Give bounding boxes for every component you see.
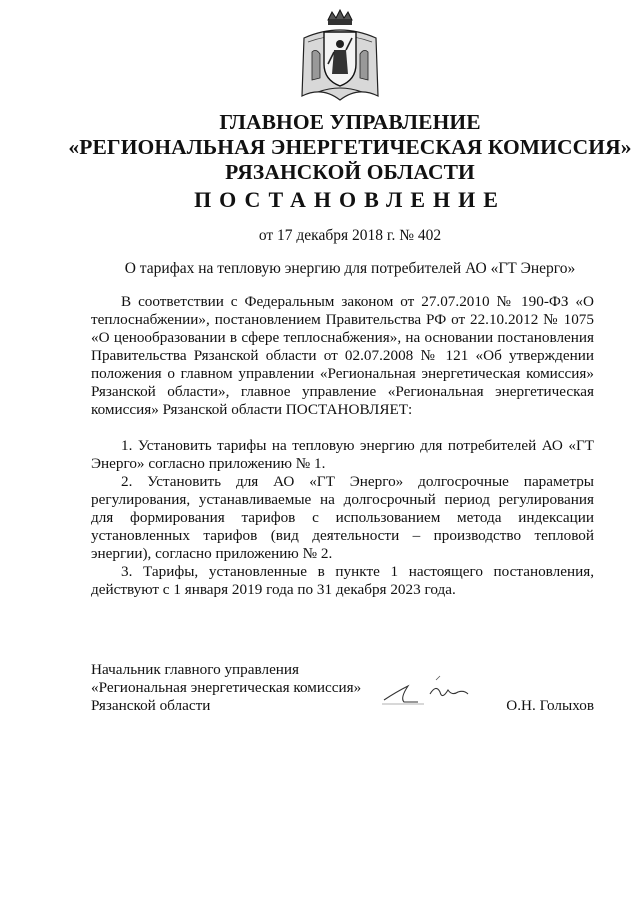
org-line: ГЛАВНОЕ УПРАВЛЕНИЕ [219, 110, 481, 134]
preamble-paragraph: В соответствии с Федеральным законом от 27.07.2010 № 190-ФЗ «О теплоснабжении», постановлением Правительства РФ от 22.10.2012 № 1075 «О ценообразовании в сфере теплоснабжения», на основании постановления Правительства Рязанской области от 02.07.2008 № 121 «Об утверждении положения о главном управлении «Региональная энергетическая комиссия» Рязанской области», главное управление «Региональная энергетическая комиссия» Рязанской области ПОСТАНОВЛЯЕТ: [91, 293, 594, 418]
handwritten-signature [378, 668, 474, 718]
document-body [91, 293, 594, 599]
position-line: «Региональная энергетическая комиссия» [91, 679, 362, 696]
resolution-item-1: 1. Установить тарифы на тепловую энергию для потребителей АО «ГТ Энерго» согласно приложению № 1. [91, 437, 594, 472]
signatory-position [91, 661, 361, 715]
document-title: О тарифах на тепловую энергию для потребителей АО «ГТ Энерго» [124, 260, 576, 277]
coat-of-arms-emblem [298, 8, 382, 106]
org-line: «РЕГИОНАЛЬНАЯ ЭНЕРГЕТИЧЕСКАЯ КОМИССИЯ» [68, 135, 632, 159]
ryazan-coat-of-arms-icon [298, 8, 382, 106]
position-line: Начальник главного управления [91, 661, 300, 678]
document-date-number: от 17 декабря 2018 г. № 402 [258, 227, 442, 244]
document-type: ПОСТАНОВЛЕНИЕ [194, 187, 506, 212]
resolution-item-3: 3. Тарифы, установленные в пункте 1 настоящего постановления, действуют с 1 января 2019 года по 31 декабря 2023 года. [91, 563, 594, 598]
org-line: РЯЗАНСКОЙ ОБЛАСТИ [225, 160, 475, 184]
position-line: Рязанской области [91, 697, 211, 714]
issuing-authority [60, 110, 640, 185]
resolution-item-2: 2. Установить для АО «ГТ Энерго» долгосрочные параметры регулирования, устанавливаемые на долгосрочный период регулирования для формирования тарифов с использованием метода индексации установленных тарифов (вид деятельности – производство тепловой энергии), согласно приложению № 2. [91, 473, 594, 562]
signatory-name: О.Н. Голыхов [506, 697, 594, 714]
